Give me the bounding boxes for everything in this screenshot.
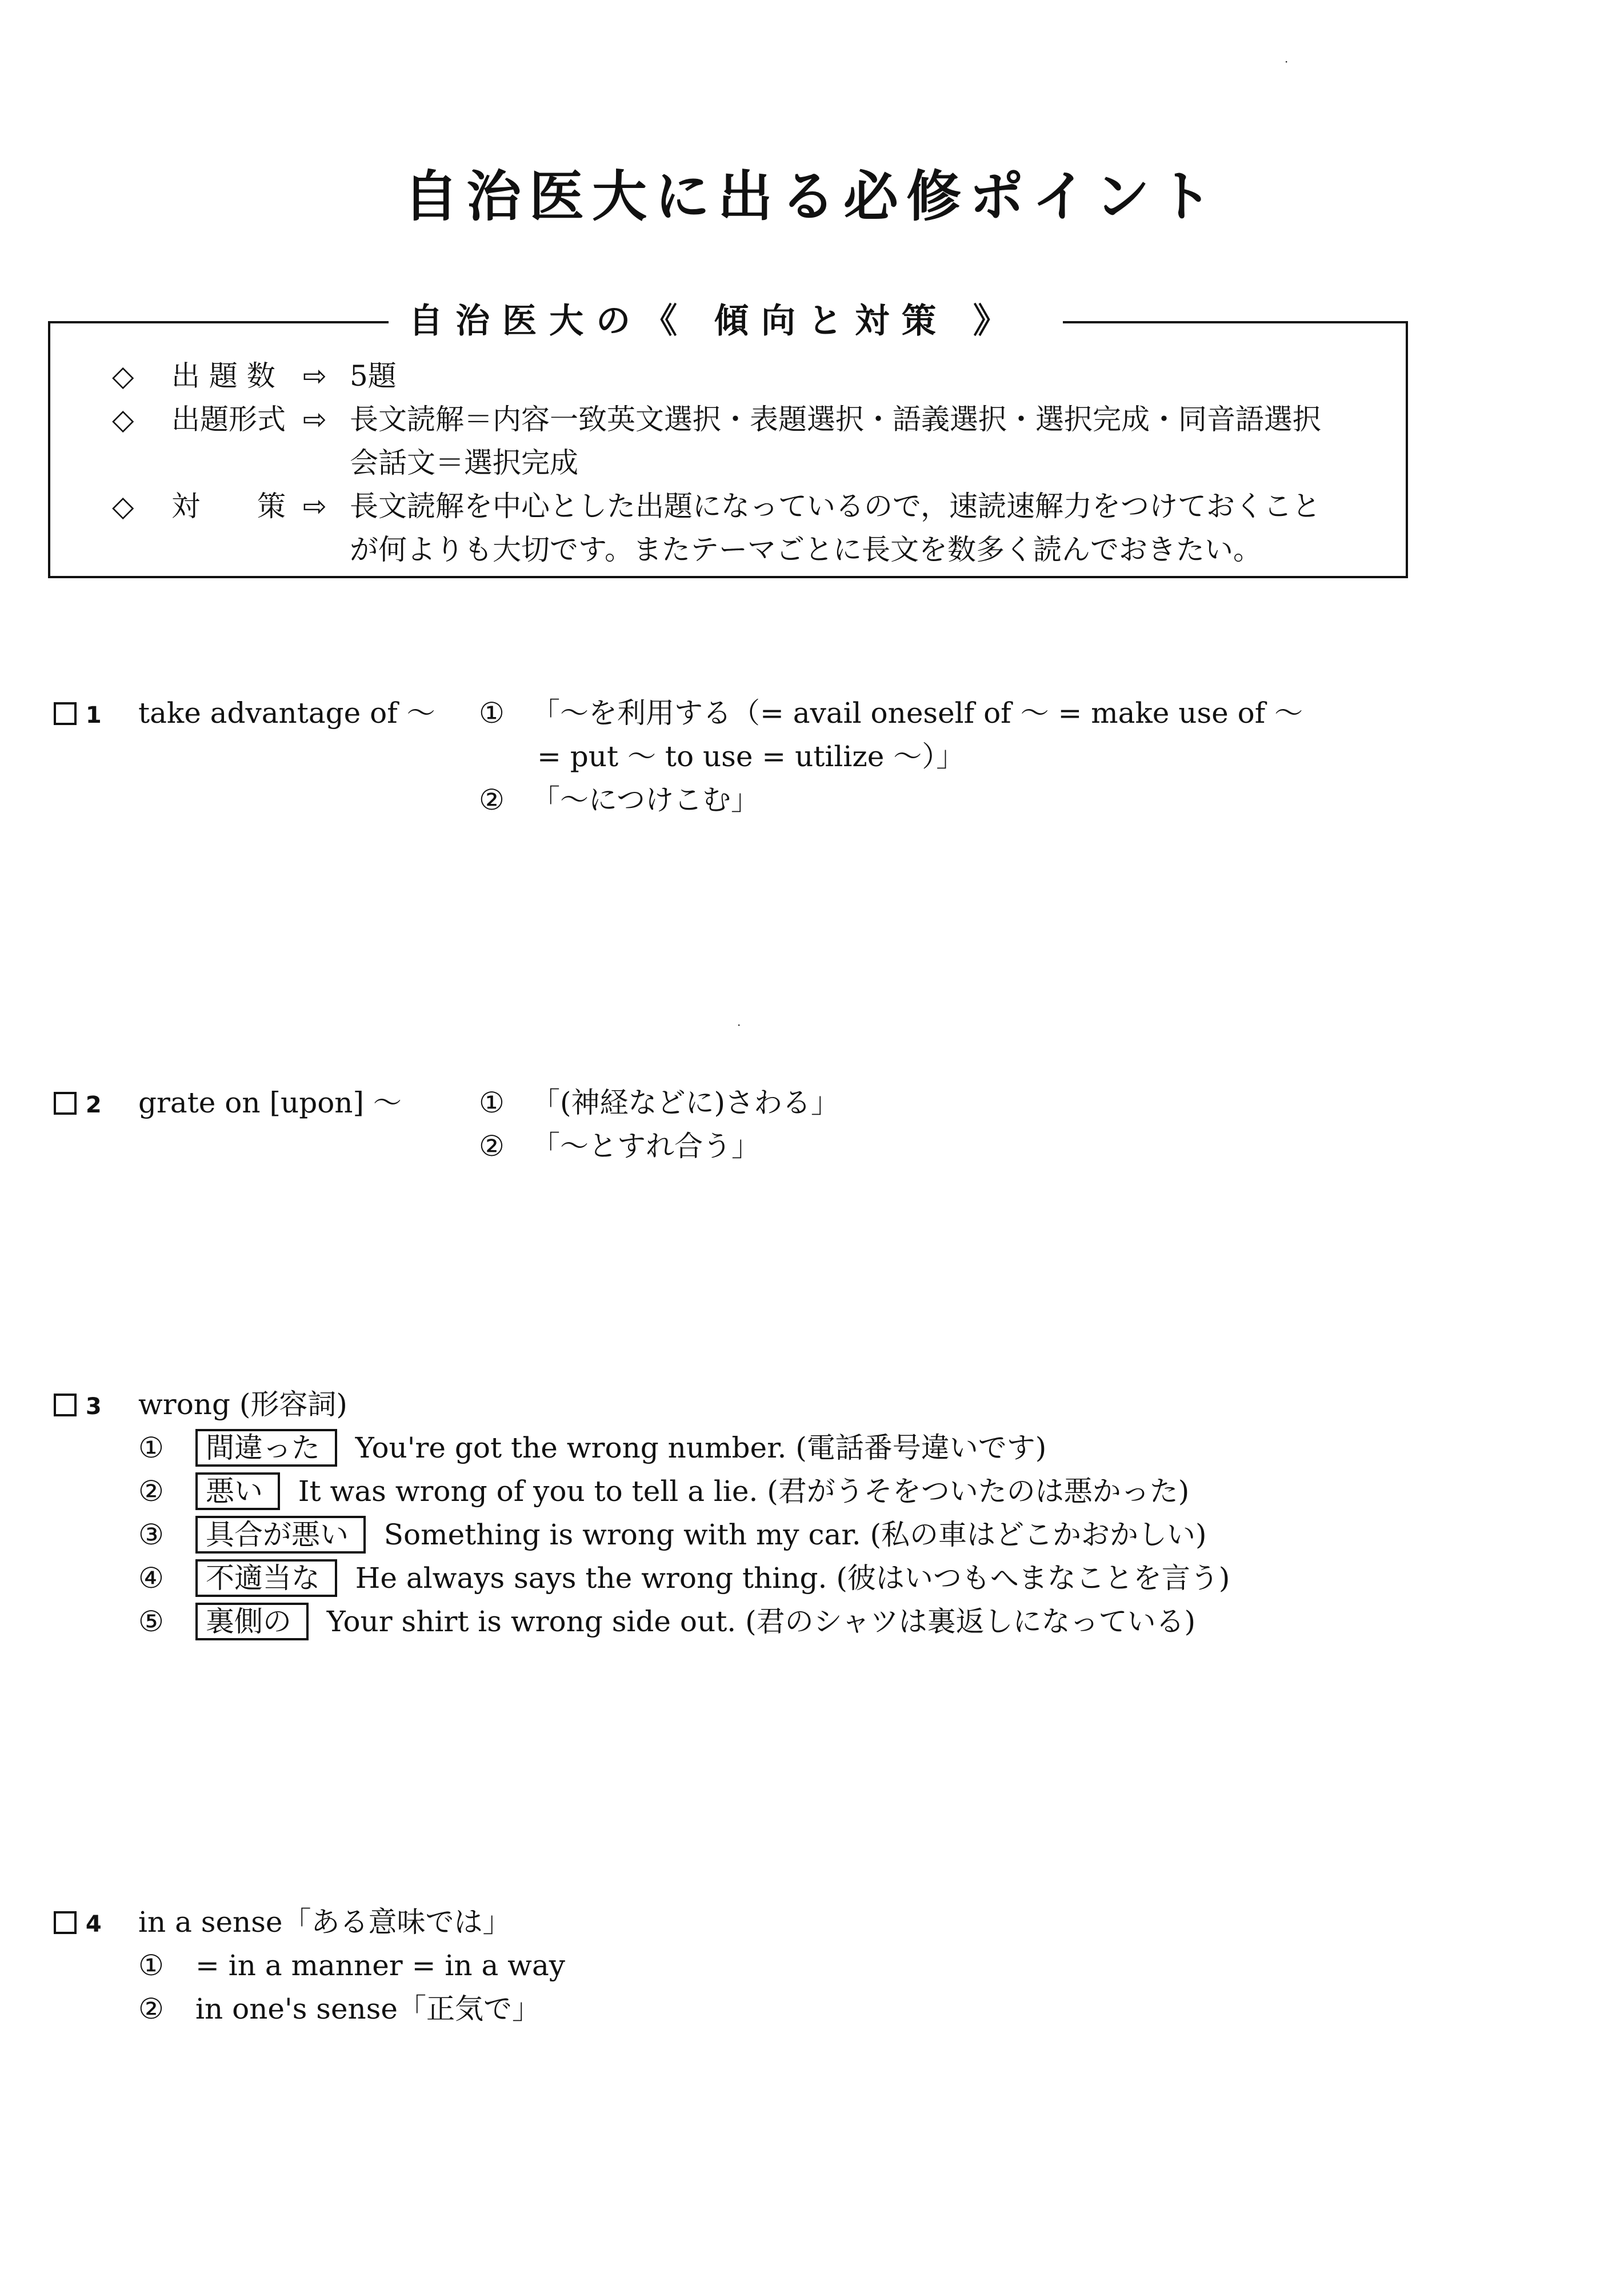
circled-marker: ① bbox=[138, 1949, 164, 1982]
example-sentence: It was wrong of you to tell a lie. (君がうそをついたのは悪かった) bbox=[298, 1475, 1190, 1508]
item-4-meaning-1: = in a manner = in a way bbox=[195, 1949, 566, 1982]
row-label-strategy: 対 策 bbox=[171, 490, 286, 523]
page-title: 自治医大に出る必修ポイント bbox=[403, 165, 1221, 229]
boxed-keyword: 不適当な bbox=[195, 1559, 337, 1597]
circled-marker: ① bbox=[479, 696, 505, 730]
checkbox[interactable] bbox=[54, 1394, 77, 1416]
checkbox[interactable] bbox=[54, 1911, 77, 1934]
item-3-meaning-3 bbox=[195, 1513, 1207, 1556]
row-label-format: 出題形式 bbox=[171, 403, 286, 436]
arrow-icon: ⇨ bbox=[303, 403, 327, 436]
item-3-meaning-4 bbox=[195, 1556, 1230, 1600]
item-2-meaning-1: 「(神経などに)さわる」 bbox=[531, 1086, 840, 1119]
item-1-phrase: take advantage of ～ bbox=[138, 696, 435, 730]
circled-marker: ② bbox=[479, 783, 505, 816]
boxed-keyword: 裏側の bbox=[195, 1603, 309, 1640]
item-1-meaning-1-line1: 「～を利用する（= avail oneself of ～ = make use of ～ bbox=[531, 696, 1303, 730]
item-number: 2 bbox=[85, 1092, 102, 1118]
item-1-header bbox=[54, 691, 102, 737]
circled-marker: ② bbox=[479, 1130, 505, 1163]
tendency-box-heading: 自治医大の《 傾向と対策 》 bbox=[389, 297, 1040, 345]
item-3-meaning-1 bbox=[195, 1426, 1046, 1470]
arrow-icon: ⇨ bbox=[303, 359, 327, 393]
circled-marker: ② bbox=[138, 1475, 164, 1508]
row-label-count: 出 題 数 bbox=[171, 359, 275, 393]
circled-marker: ⑤ bbox=[138, 1605, 164, 1638]
item-2-header bbox=[54, 1081, 102, 1127]
arrow-icon: ⇨ bbox=[303, 490, 327, 523]
bullet-icon: ◇ bbox=[112, 403, 134, 436]
row-value-strategy-line2: が何よりも大切です。またテーマごとに長文を数多く読んでおきたい。 bbox=[350, 533, 1262, 566]
bullet-icon: ◇ bbox=[112, 490, 134, 523]
example-sentence: Your shirt is wrong side out. (君のシャツは裏返しになっている) bbox=[326, 1605, 1196, 1638]
stray-dot-top: · bbox=[1285, 55, 1289, 69]
checkbox[interactable] bbox=[54, 702, 77, 725]
item-2-meaning-2: 「～とすれ合う」 bbox=[531, 1130, 760, 1163]
item-4-meaning-2: in one's sense「正気で」 bbox=[195, 1992, 541, 2025]
tendency-box-top-left-rule bbox=[48, 321, 391, 323]
circled-marker: ③ bbox=[138, 1518, 164, 1551]
item-4-header bbox=[54, 1900, 102, 1946]
checkbox[interactable] bbox=[54, 1092, 77, 1115]
item-3-meaning-2 bbox=[195, 1470, 1189, 1513]
boxed-keyword: 間違った bbox=[195, 1429, 337, 1467]
row-value-count: 5題 bbox=[350, 359, 397, 393]
circled-marker: ① bbox=[479, 1086, 505, 1119]
item-number: 4 bbox=[85, 1911, 102, 1937]
item-3-meaning-5 bbox=[195, 1600, 1195, 1643]
item-1-meaning-1-line2: = put ～ to use = utilize ～）」 bbox=[537, 740, 965, 773]
circled-marker: ② bbox=[138, 1992, 164, 2025]
item-3-phrase: wrong (形容詞) bbox=[138, 1388, 347, 1421]
item-number: 1 bbox=[85, 702, 102, 728]
example-sentence: You're got the wrong number. (電話番号違いです) bbox=[355, 1431, 1047, 1464]
bullet-icon: ◇ bbox=[112, 359, 134, 393]
circled-marker: ① bbox=[138, 1431, 164, 1464]
item-4-phrase: in a sense「ある意味では」 bbox=[138, 1905, 511, 1939]
boxed-keyword: 具合が悪い bbox=[195, 1516, 366, 1554]
example-sentence: Something is wrong with my car. (私の車はどこかおかしい) bbox=[383, 1518, 1207, 1551]
item-3-header bbox=[54, 1383, 102, 1428]
row-value-format-line1: 長文読解＝内容一致英文選択・表題選択・語義選択・選択完成・同音語選択 bbox=[350, 403, 1321, 436]
tendency-box-top-right-rule bbox=[1063, 321, 1408, 323]
stray-dot-mid: · bbox=[737, 1018, 741, 1032]
example-sentence: He always says the wrong thing. (彼はいつもへまなことを言う) bbox=[355, 1562, 1230, 1595]
item-1-meaning-2: 「～につけこむ」 bbox=[531, 783, 759, 816]
row-value-strategy-line1: 長文読解を中心とした出題になっているので，速読速解力をつけておくこと bbox=[350, 490, 1321, 523]
circled-marker: ④ bbox=[138, 1562, 164, 1595]
item-2-phrase: grate on [upon] ～ bbox=[138, 1086, 402, 1119]
row-value-format-line2: 会話文＝選択完成 bbox=[350, 446, 578, 479]
item-number: 3 bbox=[85, 1394, 102, 1420]
boxed-keyword: 悪い bbox=[195, 1472, 280, 1510]
